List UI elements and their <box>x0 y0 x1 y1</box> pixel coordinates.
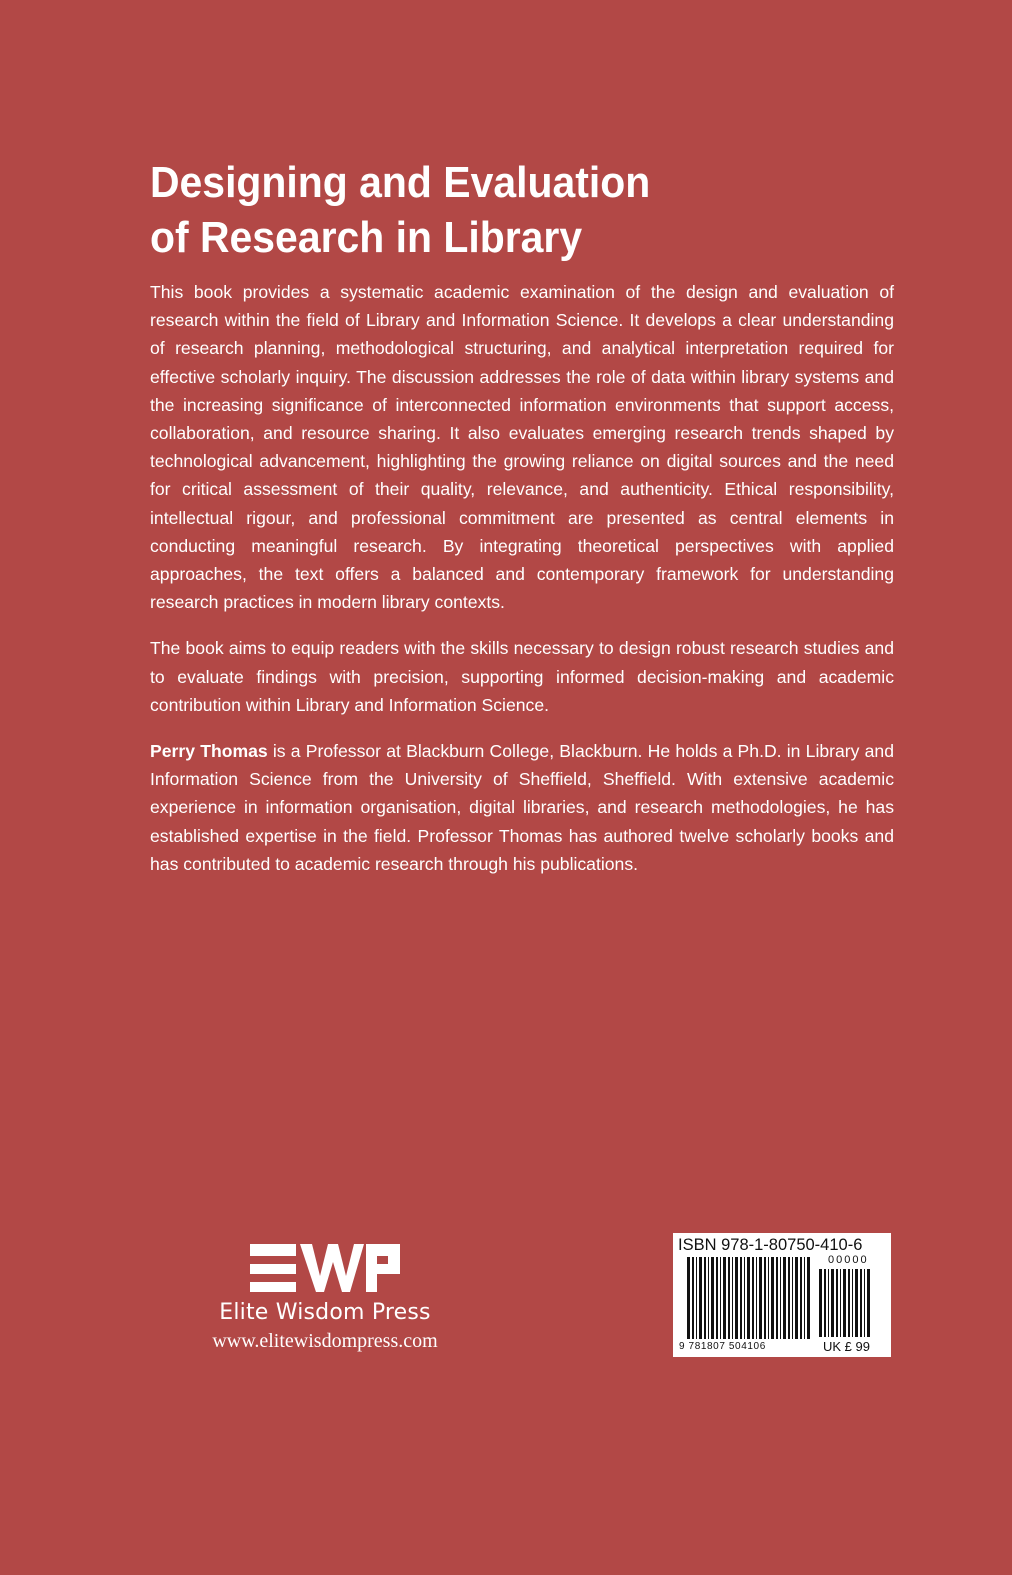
blurb <box>150 278 894 896</box>
author-name: Perry Thomas <box>150 741 268 762</box>
ewp-logo-mark <box>250 1238 400 1292</box>
blurb-paragraph-1: This book provides a systematic academic examination of the design and evaluation of research within the field of Library and Information Science. It develops a clear understanding of research planning, methodological structuring, and analytical interpretation required for effective scholarly inquiry. The discussion addresses the role of data within library systems and the increasing significance of interconnected information environments that support access, collaboration, and resource sharing. It also evaluates emerging research trends shaped by technological advancement, highlighting the growing reliance on digital sources and the need for critical assessment of their quality, relevance, and authenticity. Ethical responsibility, intellectual rigour, and professional commitment are presented as central elements in conducting meaningful research. By integrating theoretical perspectives with applied approaches, the text offers a balanced and contemporary framework for understanding research practices in modern library contexts. <box>150 282 894 613</box>
isbn-barcode <box>673 1233 891 1357</box>
isbn-label: ISBN 978-1-80750-410-6 <box>678 1236 863 1254</box>
book-title-line-2: of Research in Library <box>150 213 583 262</box>
author-bio <box>150 737 894 878</box>
author-bio-text: is a Professor at Blackburn College, Blackburn. He holds a Ph.D. in Library and Information Science from the University of Sheffield, Sheffield. With extensive academic experience in information organisation, digital libraries, and research methodologies, he has established expertise in the field. Professor Thomas has authored twelve scholarly books and has contributed to academic research through his publications. <box>150 741 894 874</box>
publisher-logo <box>210 1238 440 1354</box>
blurb-paragraph-2: The book aims to equip readers with the skills necessary to design robust research studies and to evaluate findings with precision, supporting informed decision-making and academic contribution within Library and Information Science. <box>150 638 894 715</box>
publisher-url: www.elitewisdompress.com <box>212 1330 438 1352</box>
price: UK £ 99 <box>823 1339 870 1354</box>
ean-digits: 9 781807 504106 <box>679 1341 766 1352</box>
publisher-name: Elite Wisdom Press <box>219 1300 431 1325</box>
book-title <box>150 155 857 265</box>
addon-digits: 00000 <box>828 1254 869 1266</box>
book-title-line-1: Designing and Evaluation <box>150 158 651 207</box>
